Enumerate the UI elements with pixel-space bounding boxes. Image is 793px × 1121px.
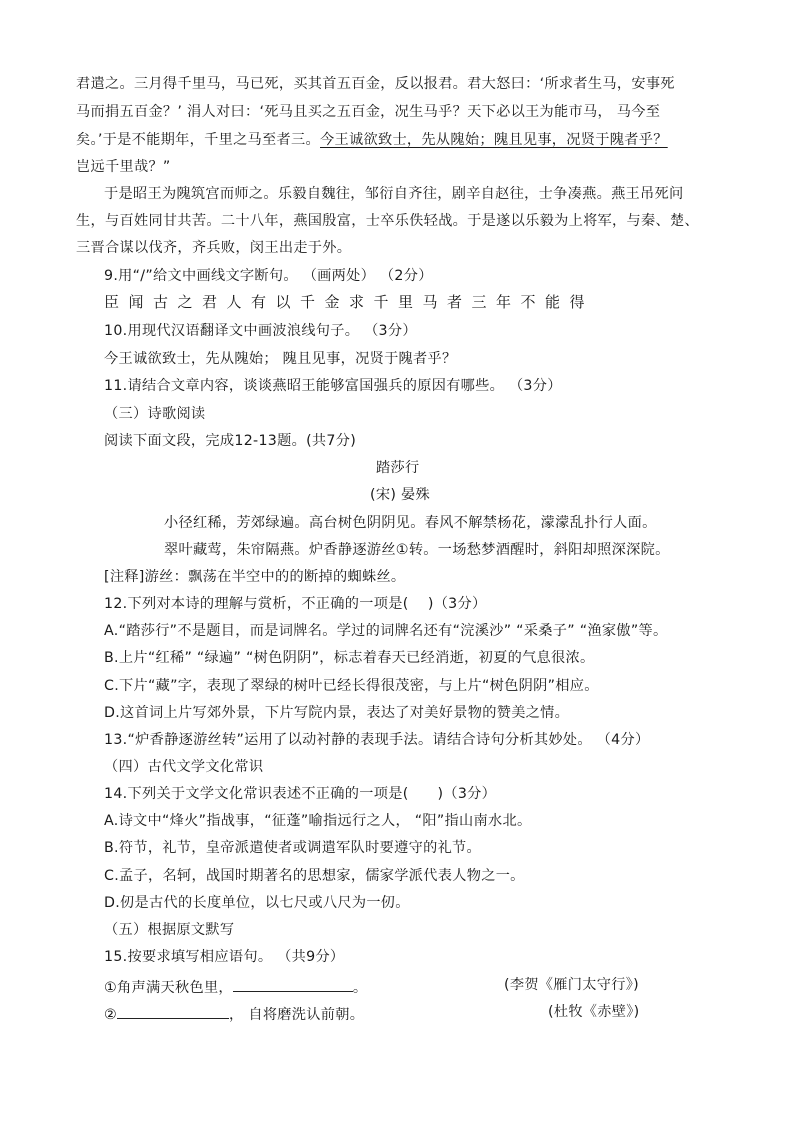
poem-line: 翠叶藏莺，朱帘隔燕。炉香静逐游丝①转。一场愁梦酒醒时，斜阳却照深深院。 [164,542,670,558]
q10-sentence: 今王诚欲致士，先从隗始； 隗且见事，况贤于隗者乎？ [104,351,457,367]
q9-char: 金 [324,293,340,311]
q9-char: 三 [471,293,487,311]
passage-line: 马而捐五百金？’ 涓人对曰：‘死马且买之五百金，况生马乎？天下必以王为能市马， 马今至 [76,104,661,120]
question-12: 12.下列对本诗的理解与赏析，不正确的一项是( )（3分） [104,596,487,612]
poem-line: 小径红稀，芳郊绿遍。高台树色阴阴见。春风不解禁杨花，濛濛乱扑行人面。 [164,515,657,531]
passage-line: 三晋合谋以伐齐，齐兵败，闵王出走于外。 [76,240,352,256]
q9-char: 千 [300,293,316,311]
section-3-heading: （三）诗歌阅读 [104,406,206,422]
q12-option-c: C.下片“藏”字，表现了翠绿的树叶已经长得很茂密，与上片“树色阴阴”相应。 [104,678,599,694]
passage-line: 于是昭王为隗筑宫而师之。乐毅自魏往，邹衍自齐往，剧辛自赵往，士争凑燕。燕王吊死问 [104,186,684,202]
q9-char: 古 [153,293,169,311]
q14-option-b: B.符节，礼节，皇帝派遣使者或调遣军队时要遵守的礼节。 [104,840,482,856]
q9-char: 马 [422,293,438,311]
q9-char: 里 [398,293,414,311]
q14-option-d: D.仞是古代的长度单位，以七尺或八尺为一仞。 [104,895,410,911]
q9-char: 以 [275,293,291,311]
question-10: 10.用现代汉语翻译文中画波浪线句子。 （3分） [104,323,417,339]
q15-item-1 [104,975,367,998]
section-4-heading: （四）古代文学文化常识 [104,759,264,775]
q12-option-a: A.“踏莎行”不是题目，而是词牌名。学过的词牌名还有“浣溪沙” “采桑子” “渔家傲”等。 [104,623,668,639]
question-14: 14.下列关于文学文化常识表述不正确的一项是( )（3分） [104,786,497,802]
q15-item-1-end: 。 [352,980,368,996]
q15-item-2-text: ② [104,1007,118,1023]
q12-option-b: B.上片“红稀” “绿遍” “树色阴阴”，标志着春天已经消逝，初夏的气息很浓。 [104,650,595,666]
question-9: 9.用“/”给文中画线文字断句。 （画两处） （2分） [104,268,433,284]
q9-char: 年 [496,293,512,311]
q9-char: 能 [545,293,561,311]
q9-char: 者 [447,293,463,311]
q9-char: 臣 [104,293,120,311]
question-11: 11.请结合文章内容，谈谈燕昭王能够富国强兵的原因有哪些。 （3分） [104,378,562,394]
section-5-heading: （五）根据原文默写 [104,922,235,938]
passage-line: 君遣之。三月得千里马，马已死，买其首五百金，反以报君。君大怒曰：‘所求者生马，安事死 [76,76,675,92]
q15-item-2-source: (杜牧《赤壁》) [548,1004,640,1020]
q14-option-c: C.孟子，名轲，战国时期著名的思想家，儒家学派代表人物之一。 [104,868,525,884]
q9-char: 人 [226,293,242,311]
poem-title: 踏莎行 [376,460,420,476]
q9-characters [104,292,594,313]
passage-line: 生，与百姓同甘共苦。二十八年，燕国殷富，士卒乐佚轻战。于是遂以乐毅为上将军，与秦、楚、 [76,213,699,229]
answer-blank[interactable] [233,975,353,992]
passage-line [76,130,668,150]
q9-char: 千 [373,293,389,311]
q9-char: 不 [520,293,536,311]
question-13: 13.“炉香静逐游丝转”运用了以动衬静的表现手法。请结合诗句分析其妙处。 （4分） [104,732,650,748]
poem-author: (宋) 晏殊 [370,487,430,503]
section-3-intro: 阅读下面文段，完成12-13题。(共7分) [104,433,357,449]
question-15: 15.按要求填写相应语句。 （共9分） [104,949,345,965]
q12-option-d: D.这首词上片写郊外景，下片写院内景，表达了对美好景物的赞美之情。 [104,705,570,721]
q9-char: 君 [202,293,218,311]
q14-option-a: A.诗文中“烽火”指战事，“征蓬”喻指远行之人， “阳”指山南水北。 [104,813,532,829]
q15-item-1-text: ①角声满天秋色里， [104,980,233,996]
poem-note: [注释]游丝：飘荡在半空中的的断掉的蜘蛛丝。 [104,569,406,585]
q9-char: 有 [251,293,267,311]
passage-line: 岂远千里哉？” [76,159,171,175]
q9-char: 之 [177,293,193,311]
q15-item-1-source: (李贺《雁门太守行》) [504,977,639,993]
q15-item-2 [104,1002,364,1025]
wavy-underlined-sentence: 今王诚欲致士，先从隗始；隗且见事，况贤于隗者乎？ [320,132,668,148]
answer-blank[interactable] [117,1002,229,1019]
q9-char: 闻 [128,293,144,311]
q15-item-2-mid: ， 自将磨洗认前朝。 [229,1007,365,1023]
q9-char: 求 [349,293,365,311]
passage-text: 矣。’于是不能期年，千里之马至者三。 [76,132,320,148]
q9-char: 得 [569,293,585,311]
